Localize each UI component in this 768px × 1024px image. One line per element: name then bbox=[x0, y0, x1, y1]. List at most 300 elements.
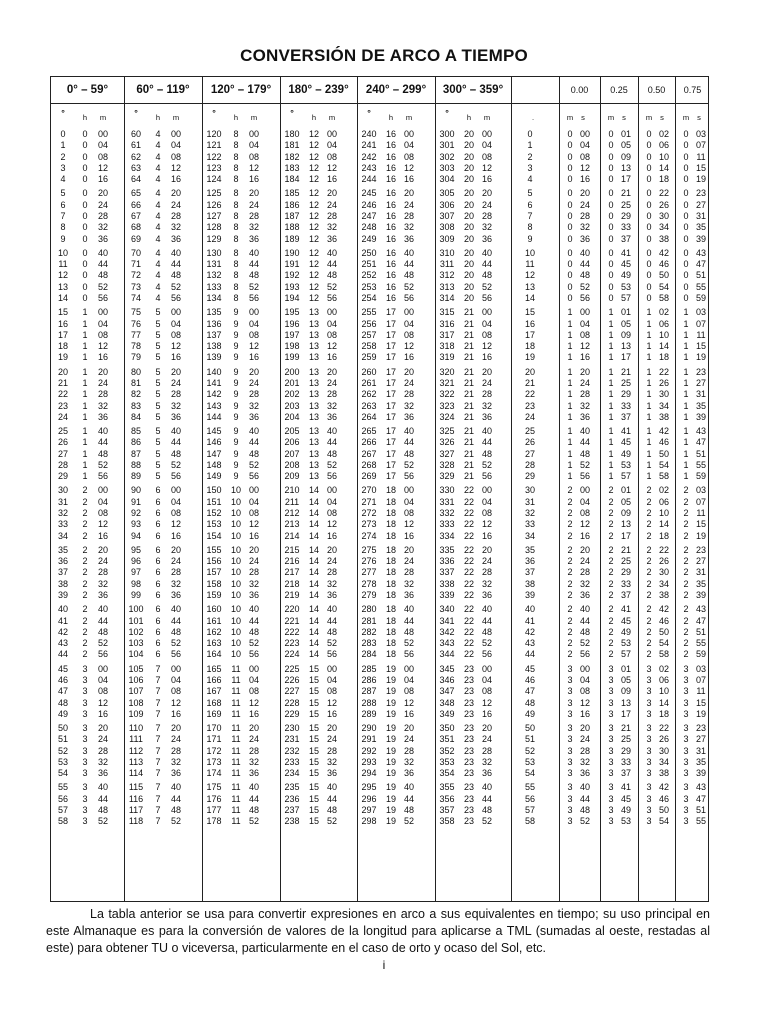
minutes-cell: 52 bbox=[481, 459, 492, 470]
minutes-cell: 24 bbox=[481, 734, 492, 745]
arc-minutes-cell: 34 bbox=[524, 530, 535, 541]
time-minutes-cell: 3 bbox=[608, 723, 614, 733]
time-minutes-cell: 2 bbox=[646, 649, 652, 660]
hours-cell: 7 bbox=[155, 745, 161, 756]
time-seconds-cell: 14 bbox=[658, 341, 669, 352]
time-minutes-cell: 1 bbox=[567, 366, 573, 377]
minutes-cell: 52 bbox=[248, 638, 259, 649]
minutes-cell: 04 bbox=[403, 140, 414, 151]
degree-cell: 153 bbox=[206, 519, 222, 530]
hours-cell: 17 bbox=[385, 341, 396, 352]
time-seconds-cell: 16 bbox=[579, 530, 590, 541]
time-seconds-cell: 36 bbox=[579, 590, 590, 600]
minutes-cell: 36 bbox=[248, 590, 259, 600]
time-minutes-cell: 0 bbox=[683, 222, 689, 233]
degree-cell: 134 bbox=[206, 293, 222, 303]
time-seconds-cell: 05 bbox=[620, 496, 631, 507]
hours-cell: 1 bbox=[82, 471, 88, 482]
minutes-cell: 12 bbox=[97, 697, 108, 708]
hours-cell: 15 bbox=[308, 756, 319, 767]
degree-cell: 268 bbox=[361, 459, 377, 470]
minutes-cell: 04 bbox=[481, 674, 492, 685]
hours-cell: 21 bbox=[463, 352, 474, 363]
minutes-cell: 04 bbox=[403, 674, 414, 685]
time-minutes-cell: 3 bbox=[646, 816, 652, 827]
hours-cell: 20 bbox=[463, 270, 474, 281]
hours-cell: 12 bbox=[308, 247, 319, 258]
hours-cell: 11 bbox=[231, 663, 241, 674]
minutes-cell: 28 bbox=[481, 211, 492, 221]
arc-minutes-cell: 14 bbox=[524, 293, 535, 303]
time-seconds-cell: 22 bbox=[658, 723, 669, 733]
arc-minutes-cell: 36 bbox=[524, 556, 535, 567]
arc-minutes-cell: 8 bbox=[527, 222, 533, 233]
time-minutes-cell: 0 bbox=[608, 174, 614, 185]
time-seconds-cell: 40 bbox=[579, 782, 590, 793]
time-minutes-cell: 3 bbox=[608, 745, 614, 756]
minutes-cell: 16 bbox=[326, 352, 337, 363]
hours-cell: 18 bbox=[385, 590, 396, 600]
time-seconds-cell: 47 bbox=[695, 437, 706, 448]
time-seconds-cell: 32 bbox=[579, 578, 590, 589]
hours-cell: 1 bbox=[82, 307, 88, 318]
time-seconds-cell: 08 bbox=[579, 508, 590, 518]
arc-minutes-cell: 24 bbox=[524, 411, 535, 422]
minutes-cell: 56 bbox=[326, 649, 337, 660]
time-seconds-cell: 57 bbox=[620, 471, 631, 482]
hours-cell: 11 bbox=[231, 793, 241, 804]
degree-cell: 62 bbox=[130, 151, 141, 162]
time-minutes-subheader: m bbox=[645, 113, 653, 122]
degree-cell: 234 bbox=[284, 768, 300, 779]
hours-cell: 14 bbox=[308, 649, 319, 660]
minutes-cell: 44 bbox=[170, 793, 181, 804]
time-seconds-cell: 51 bbox=[695, 805, 706, 815]
time-minutes-cell: 2 bbox=[646, 567, 652, 578]
minutes-cell: 28 bbox=[403, 389, 414, 400]
time-minutes-cell: 2 bbox=[567, 519, 573, 530]
minutes-cell: 28 bbox=[403, 567, 414, 578]
minutes-cell: 32 bbox=[326, 578, 337, 589]
minutes-cell: 40 bbox=[170, 782, 181, 793]
time-minutes-cell: 1 bbox=[646, 437, 652, 448]
hours-cell: 0 bbox=[82, 259, 88, 270]
minutes-cell: 20 bbox=[481, 544, 492, 555]
minutes-cell: 28 bbox=[481, 567, 492, 578]
degree-cell: 163 bbox=[206, 638, 222, 649]
degree-cell: 337 bbox=[439, 567, 455, 578]
degree-cell: 50 bbox=[57, 723, 68, 733]
time-seconds-cell: 15 bbox=[695, 519, 706, 530]
minutes-cell: 48 bbox=[97, 448, 108, 459]
degree-cell: 251 bbox=[361, 259, 377, 270]
hours-subheader: h bbox=[82, 113, 88, 122]
degree-cell: 168 bbox=[206, 697, 222, 708]
time-seconds-cell: 37 bbox=[620, 768, 631, 779]
hours-cell: 0 bbox=[82, 140, 88, 151]
hours-cell: 20 bbox=[463, 140, 474, 151]
minutes-cell: 56 bbox=[403, 293, 414, 303]
hours-cell: 16 bbox=[385, 211, 396, 221]
time-minutes-cell: 0 bbox=[567, 211, 573, 221]
time-seconds-cell: 40 bbox=[579, 426, 590, 436]
degree-cell: 160 bbox=[206, 604, 222, 615]
hours-cell: 4 bbox=[155, 162, 161, 173]
hours-cell: 10 bbox=[230, 626, 241, 637]
hours-subheader: h bbox=[388, 113, 394, 122]
minutes-cell: 36 bbox=[481, 233, 492, 244]
time-minutes-cell: 0 bbox=[683, 188, 689, 199]
minutes-cell: 48 bbox=[403, 805, 414, 815]
degree-cell: 303 bbox=[439, 162, 455, 173]
time-minutes-cell: 1 bbox=[567, 437, 573, 448]
degree-cell: 259 bbox=[361, 352, 377, 363]
degree-cell: 253 bbox=[361, 281, 377, 292]
degree-cell: 236 bbox=[284, 793, 300, 804]
time-seconds-cell: 33 bbox=[620, 222, 631, 233]
time-seconds-cell: 30 bbox=[658, 389, 669, 400]
minutes-cell: 00 bbox=[170, 129, 181, 139]
time-seconds-cell: 53 bbox=[620, 816, 631, 827]
degree-cell: 110 bbox=[128, 723, 144, 733]
degree-cell: 284 bbox=[361, 649, 377, 660]
minutes-cell: 48 bbox=[248, 626, 259, 637]
degree-cell: 252 bbox=[361, 270, 377, 281]
time-seconds-cell: 29 bbox=[620, 567, 631, 578]
hours-cell: 22 bbox=[463, 604, 474, 615]
time-seconds-cell: 38 bbox=[658, 590, 669, 600]
time-minutes-cell: 3 bbox=[567, 805, 573, 815]
hours-cell: 11 bbox=[231, 816, 241, 827]
hours-cell: 17 bbox=[385, 318, 396, 329]
hours-cell: 12 bbox=[308, 199, 319, 210]
minutes-cell: 08 bbox=[170, 329, 181, 340]
minutes-cell: 28 bbox=[326, 745, 337, 756]
time-minutes-cell: 3 bbox=[567, 674, 573, 685]
arc-minutes-cell: 15 bbox=[524, 307, 535, 318]
degree-cell: 75 bbox=[130, 307, 141, 318]
hours-cell: 18 bbox=[385, 556, 396, 567]
time-seconds-cell: 38 bbox=[658, 768, 669, 779]
minutes-cell: 12 bbox=[326, 519, 337, 530]
degree-cell: 276 bbox=[361, 556, 377, 567]
hours-cell: 23 bbox=[463, 663, 474, 674]
time-seconds-cell: 17 bbox=[620, 530, 631, 541]
degree-cell: 170 bbox=[206, 723, 222, 733]
minutes-cell: 48 bbox=[481, 626, 492, 637]
minutes-cell: 28 bbox=[326, 389, 337, 400]
degree-cell: 142 bbox=[206, 389, 222, 400]
degree-cell: 208 bbox=[284, 459, 300, 470]
minutes-cell: 24 bbox=[248, 377, 259, 388]
hours-cell: 13 bbox=[308, 448, 319, 459]
hours-cell: 15 bbox=[308, 734, 319, 745]
hours-cell: 20 bbox=[463, 247, 474, 258]
hours-cell: 6 bbox=[155, 626, 161, 637]
hours-cell: 4 bbox=[155, 259, 161, 270]
time-seconds-cell: 51 bbox=[695, 448, 706, 459]
hours-cell: 1 bbox=[82, 318, 88, 329]
hours-cell: 22 bbox=[463, 544, 474, 555]
minutes-cell: 20 bbox=[97, 544, 108, 555]
degree-cell: 118 bbox=[128, 816, 144, 827]
page-number: i bbox=[382, 958, 386, 972]
hours-cell: 15 bbox=[308, 805, 319, 815]
time-minutes-cell: 2 bbox=[608, 567, 614, 578]
time-seconds-cell: 49 bbox=[620, 626, 631, 637]
minutes-cell: 20 bbox=[248, 544, 259, 555]
degree-cell: 13 bbox=[57, 281, 68, 292]
time-minutes-subheader: m bbox=[607, 113, 615, 122]
minutes-cell: 36 bbox=[403, 590, 414, 600]
hours-cell: 22 bbox=[463, 530, 474, 541]
time-seconds-cell: 22 bbox=[658, 366, 669, 377]
time-seconds-cell: 13 bbox=[620, 519, 631, 530]
minutes-cell: 28 bbox=[170, 211, 181, 221]
hours-cell: 1 bbox=[82, 341, 88, 352]
degree-cell: 81 bbox=[130, 377, 141, 388]
time-seconds-cell: 04 bbox=[579, 140, 590, 151]
minutes-cell: 36 bbox=[481, 590, 492, 600]
time-seconds-cell: 35 bbox=[695, 578, 706, 589]
degree-cell: 32 bbox=[57, 508, 68, 518]
degree-cell: 4 bbox=[60, 174, 66, 185]
minutes-cell: 04 bbox=[170, 674, 181, 685]
hours-cell: 8 bbox=[233, 162, 239, 173]
minutes-cell: 20 bbox=[326, 544, 337, 555]
degree-cell: 146 bbox=[206, 437, 222, 448]
hours-cell: 10 bbox=[230, 556, 241, 567]
time-minutes-cell: 2 bbox=[646, 544, 652, 555]
hours-cell: 23 bbox=[463, 768, 474, 779]
degree-cell: 244 bbox=[361, 174, 377, 185]
hours-cell: 21 bbox=[463, 366, 474, 377]
time-seconds-cell: 58 bbox=[658, 471, 669, 482]
hours-cell: 9 bbox=[233, 318, 239, 329]
time-minutes-cell: 2 bbox=[608, 496, 614, 507]
degree-cell: 348 bbox=[439, 697, 455, 708]
degree-cell: 19 bbox=[57, 352, 68, 363]
degree-cell: 133 bbox=[206, 281, 222, 292]
degree-cell: 216 bbox=[284, 556, 300, 567]
degree-cell: 295 bbox=[361, 782, 377, 793]
degree-cell: 340 bbox=[439, 604, 455, 615]
degree-cell: 83 bbox=[130, 400, 141, 411]
time-minutes-cell: 1 bbox=[567, 411, 573, 422]
column-header: 300° – 359° bbox=[442, 84, 504, 96]
time-minutes-cell: 2 bbox=[683, 519, 689, 530]
minutes-cell: 36 bbox=[403, 411, 414, 422]
time-minutes-cell: 1 bbox=[683, 389, 689, 400]
time-seconds-cell: 07 bbox=[695, 140, 706, 151]
degree-cell: 233 bbox=[284, 756, 300, 767]
time-minutes-cell: 2 bbox=[683, 604, 689, 615]
hours-cell: 21 bbox=[463, 448, 474, 459]
time-minutes-cell: 0 bbox=[567, 233, 573, 244]
time-minutes-cell: 1 bbox=[608, 341, 614, 352]
column-divider bbox=[600, 77, 601, 901]
time-minutes-cell: 0 bbox=[608, 222, 614, 233]
degree-cell: 227 bbox=[284, 686, 300, 697]
time-seconds-cell: 48 bbox=[579, 805, 590, 815]
degree-cell: 172 bbox=[206, 745, 222, 756]
minutes-cell: 52 bbox=[403, 459, 414, 470]
hours-cell: 1 bbox=[82, 437, 88, 448]
hours-cell: 8 bbox=[233, 233, 239, 244]
time-seconds-cell: 12 bbox=[579, 162, 590, 173]
degree-cell: 21 bbox=[57, 377, 68, 388]
degree-cell: 149 bbox=[206, 471, 222, 482]
time-minutes-cell: 3 bbox=[646, 674, 652, 685]
degree-cell: 194 bbox=[284, 293, 300, 303]
minutes-cell: 00 bbox=[481, 663, 492, 674]
time-seconds-cell: 59 bbox=[695, 649, 706, 660]
degree-cell: 18 bbox=[57, 341, 68, 352]
minutes-cell: 56 bbox=[326, 471, 337, 482]
hours-cell: 21 bbox=[463, 389, 474, 400]
minutes-cell: 44 bbox=[481, 793, 492, 804]
degree-cell: 99 bbox=[130, 590, 141, 600]
degree-cell: 272 bbox=[361, 508, 377, 518]
time-seconds-cell: 22 bbox=[658, 544, 669, 555]
degree-cell: 291 bbox=[361, 734, 377, 745]
minutes-subheader: m bbox=[328, 113, 336, 122]
hours-cell: 2 bbox=[82, 626, 88, 637]
minutes-cell: 16 bbox=[481, 174, 492, 185]
hours-subheader: h bbox=[311, 113, 317, 122]
arc-minutes-cell: 46 bbox=[524, 674, 535, 685]
degree-cell: 352 bbox=[439, 745, 455, 756]
degree-cell: 273 bbox=[361, 519, 377, 530]
arc-minutes-cell: 25 bbox=[524, 426, 535, 436]
degree-cell: 28 bbox=[57, 459, 68, 470]
degree-cell: 271 bbox=[361, 496, 377, 507]
degree-cell: 29 bbox=[57, 471, 68, 482]
time-seconds-cell: 14 bbox=[658, 697, 669, 708]
degree-cell: 257 bbox=[361, 329, 377, 340]
minutes-cell: 28 bbox=[248, 567, 259, 578]
degree-cell: 331 bbox=[439, 496, 455, 507]
hours-cell: 11 bbox=[231, 756, 241, 767]
time-minutes-cell: 1 bbox=[683, 459, 689, 470]
hours-cell: 5 bbox=[155, 329, 161, 340]
degree-cell: 199 bbox=[284, 352, 300, 363]
arc-minutes-cell: 0 bbox=[527, 129, 533, 139]
time-minutes-cell: 3 bbox=[646, 782, 652, 793]
degree-cell: 285 bbox=[361, 663, 377, 674]
arc-minutes-cell: 50 bbox=[524, 723, 535, 733]
minutes-cell: 16 bbox=[170, 174, 181, 185]
hours-cell: 6 bbox=[155, 638, 161, 649]
time-minutes-cell: 2 bbox=[567, 530, 573, 541]
explanatory-paragraph: La tabla anterior se usa para convertir expresiones en arco a sus equivalentes en tiempo; su uso principal en este Almanaque es para la conversión de valores de la longitud para aplicarse a TML (sumadas al oeste, restadas al este) para obtener TU o viceversa, particularmente en el caso de orto y ocaso del Sol, etc. bbox=[46, 907, 710, 955]
hours-cell: 13 bbox=[308, 426, 319, 436]
time-seconds-cell: 25 bbox=[620, 377, 631, 388]
hours-cell: 11 bbox=[231, 686, 241, 697]
degree-cell: 96 bbox=[130, 556, 141, 567]
time-seconds-cell: 59 bbox=[695, 293, 706, 303]
minutes-cell: 12 bbox=[403, 341, 414, 352]
minutes-cell: 04 bbox=[248, 674, 259, 685]
degree-cell: 193 bbox=[284, 281, 300, 292]
arc-minutes-cell: 54 bbox=[524, 768, 535, 779]
hours-cell: 22 bbox=[463, 626, 474, 637]
minutes-cell: 52 bbox=[170, 638, 181, 649]
time-minutes-cell: 1 bbox=[646, 411, 652, 422]
time-minutes-cell: 1 bbox=[608, 426, 614, 436]
time-minutes-cell: 1 bbox=[646, 366, 652, 377]
minutes-cell: 36 bbox=[97, 411, 108, 422]
degree-cell: 201 bbox=[284, 377, 300, 388]
degree-cell: 31 bbox=[57, 496, 68, 507]
hours-cell: 22 bbox=[463, 508, 474, 518]
hours-cell: 3 bbox=[82, 674, 88, 685]
arc-minutes-cell: 33 bbox=[524, 519, 535, 530]
hours-cell: 14 bbox=[308, 496, 319, 507]
minutes-cell: 08 bbox=[481, 151, 492, 162]
time-minutes-cell: 3 bbox=[646, 793, 652, 804]
degree-cell: 187 bbox=[284, 211, 300, 221]
hours-cell: 9 bbox=[233, 426, 239, 436]
degree-cell: 69 bbox=[130, 233, 141, 244]
time-minutes-cell: 1 bbox=[683, 366, 689, 377]
minutes-cell: 20 bbox=[481, 366, 492, 377]
time-minutes-cell: 3 bbox=[567, 782, 573, 793]
time-minutes-subheader: m bbox=[682, 113, 690, 122]
column-header: 0.00 bbox=[570, 85, 589, 95]
hours-cell: 7 bbox=[155, 663, 161, 674]
hours-cell: 0 bbox=[82, 233, 88, 244]
degree-cell: 10 bbox=[57, 247, 68, 258]
hours-cell: 6 bbox=[155, 496, 161, 507]
time-minutes-cell: 0 bbox=[567, 199, 573, 210]
minutes-cell: 36 bbox=[170, 233, 181, 244]
time-minutes-cell: 0 bbox=[646, 211, 652, 221]
time-seconds-cell: 14 bbox=[658, 519, 669, 530]
time-seconds-cell: 35 bbox=[695, 400, 706, 411]
hours-cell: 2 bbox=[82, 649, 88, 660]
minutes-cell: 40 bbox=[248, 247, 259, 258]
degree-cell: 349 bbox=[439, 708, 455, 719]
degree-cell: 192 bbox=[284, 270, 300, 281]
minutes-cell: 16 bbox=[170, 708, 181, 719]
minutes-cell: 56 bbox=[248, 293, 259, 303]
minutes-cell: 52 bbox=[326, 638, 337, 649]
minutes-cell: 00 bbox=[170, 663, 181, 674]
degree-cell: 263 bbox=[361, 400, 377, 411]
time-seconds-cell: 01 bbox=[620, 663, 631, 674]
hours-cell: 15 bbox=[308, 768, 319, 779]
time-minutes-cell: 3 bbox=[567, 756, 573, 767]
minutes-cell: 52 bbox=[97, 459, 108, 470]
minutes-cell: 40 bbox=[170, 426, 181, 436]
minutes-cell: 12 bbox=[248, 519, 259, 530]
minutes-cell: 40 bbox=[97, 604, 108, 615]
hours-cell: 8 bbox=[233, 247, 239, 258]
minutes-cell: 48 bbox=[481, 270, 492, 281]
arc-minutes-cell: 9 bbox=[527, 233, 533, 244]
time-seconds-cell: 01 bbox=[620, 307, 631, 318]
hours-cell: 8 bbox=[233, 151, 239, 162]
hours-cell: 2 bbox=[82, 519, 88, 530]
hours-cell: 4 bbox=[155, 140, 161, 151]
arc-minutes-cell: 1 bbox=[527, 140, 533, 151]
degree-cell: 248 bbox=[361, 222, 377, 233]
time-minutes-cell: 2 bbox=[646, 530, 652, 541]
minutes-cell: 28 bbox=[326, 567, 337, 578]
minutes-cell: 36 bbox=[170, 411, 181, 422]
minutes-cell: 32 bbox=[170, 578, 181, 589]
